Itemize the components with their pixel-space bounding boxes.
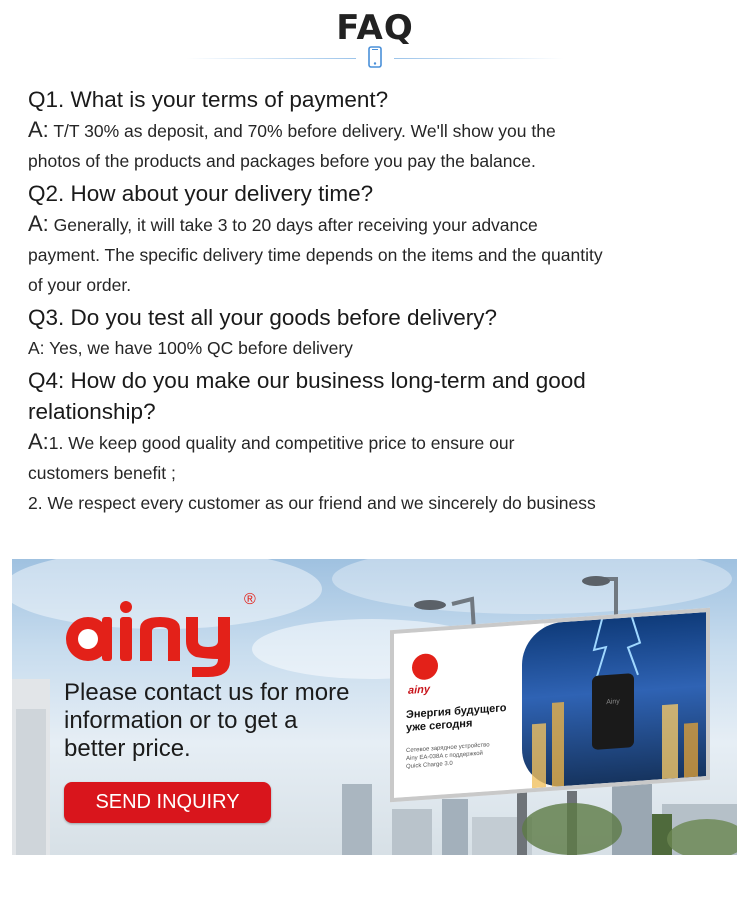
answer-prefix: A: [28, 211, 49, 236]
billboard [390, 608, 710, 802]
title-divider-right [394, 58, 564, 59]
answer-text: 1. We keep good quality and competitive price to ensure our [48, 433, 515, 453]
answer-text: T/T 30% as deposit, and 70% before delivery. We'll show you the [53, 121, 556, 141]
registered-mark: ® [244, 591, 256, 608]
faq-question: Q1. What is your terms of payment? [28, 87, 389, 112]
faq-item-3 [28, 302, 728, 363]
billboard-headline-line: уже сегодня [406, 717, 473, 735]
charger-image [592, 673, 634, 750]
faq-item-4 [28, 365, 728, 518]
faq-answer-line: 2. We respect every customer as our friend and we sincerely do business [28, 493, 596, 513]
title-divider-left [186, 58, 356, 59]
faq-answer-line: payment. The specific delivery time depends on the items and the quantity [28, 245, 603, 265]
faq-answer-line: A: Yes, we have 100% QC before delivery [28, 338, 353, 358]
faq-question: Q4: How do you make our business long-term and good [28, 368, 586, 393]
faq-answer-line: customers benefit ; [28, 463, 176, 483]
billboard-subtext-line: Quick Charge 3.0 [406, 760, 453, 771]
faq-title: FAQ [336, 8, 414, 48]
contact-line: information or to get a [64, 707, 298, 734]
billboard-headline-line: Энергия будущего [406, 702, 507, 722]
faq-answer-line: of your order. [28, 275, 132, 295]
faq-answer-line [28, 427, 728, 458]
faq-item-2 [28, 178, 728, 300]
faq-list [28, 84, 728, 520]
faq-item-1 [28, 84, 728, 176]
answer-prefix: A: [28, 429, 49, 454]
contact-message [64, 679, 404, 763]
billboard-subtext-line: Ainy EA-038A с поддержкой [406, 750, 483, 763]
answer-prefix: A: [28, 117, 49, 142]
ainy-logo [62, 599, 258, 677]
send-inquiry-button[interactable]: SEND INQUIRY [64, 782, 271, 823]
faq-question: relationship? [28, 399, 156, 424]
faq-answer-line: photos of the products and packages before you pay the balance. [28, 151, 536, 171]
phone-icon [368, 46, 382, 68]
faq-question: Q3. Do you test all your goods before delivery? [28, 305, 498, 330]
contact-line: Please contact us for more [64, 679, 350, 706]
billboard-subtext-line: Сетевое зарядное устройство [406, 742, 490, 755]
faq-answer-line [28, 209, 728, 240]
contact-line: better price. [64, 735, 191, 762]
faq-question: Q2. How about your delivery time? [28, 181, 374, 206]
answer-text: Generally, it will take 3 to 20 days after receiving your advance [53, 215, 538, 235]
contact-banner [12, 559, 737, 855]
billboard-brand: ainy [408, 683, 431, 697]
charger-label: Ainy [606, 698, 620, 707]
faq-answer-line [28, 115, 728, 146]
